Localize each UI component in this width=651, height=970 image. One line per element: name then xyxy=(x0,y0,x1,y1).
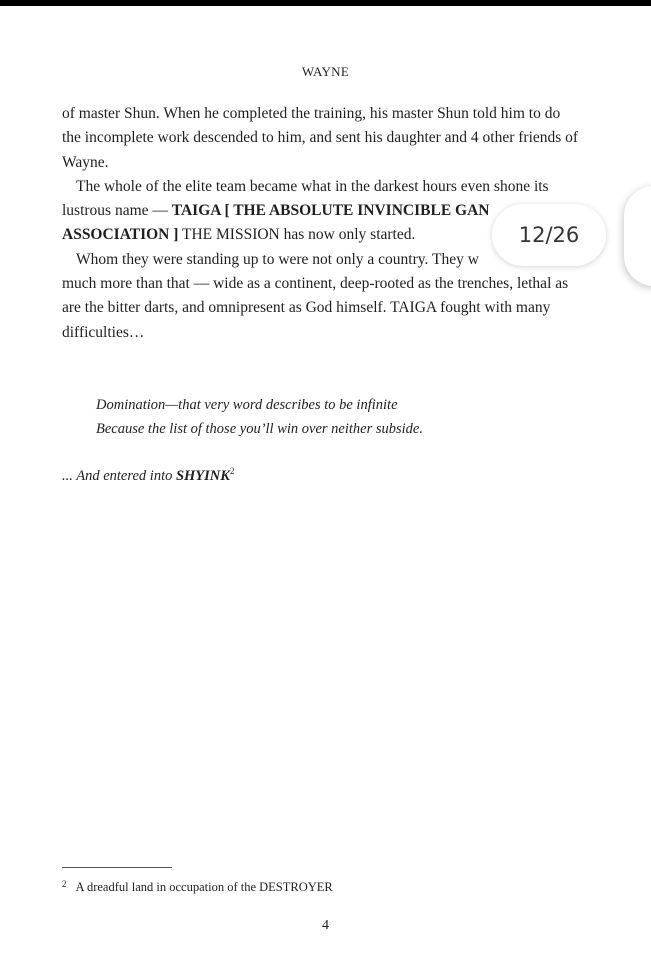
paragraph-1: of master Shun. When he completed the training, his master Shun told him to do the incomplete work descended to him, and sent his daughter and 4 other friends of Wayne. xyxy=(62,105,579,171)
footnote xyxy=(62,879,333,895)
closing-line xyxy=(62,466,234,485)
paragraph-2-start: The whole of the elite team became what in the darkest hours even shone its lustrous name — xyxy=(62,177,549,220)
closing-place: SHYINK xyxy=(175,468,230,484)
poem-line-2: Because the list of those you’ll win over neither subside. xyxy=(96,421,423,437)
closing-prefix: ... And entered into xyxy=(62,468,176,484)
paragraph-2-bold-end: ASSOCIATION ] xyxy=(62,226,179,244)
page-indicator-label: 12/26 xyxy=(518,223,580,247)
footnote-reference[interactable]: 2 xyxy=(229,466,235,476)
paragraph-3-rest: much more than that — wide as a continent, deep-rooted as the trenches, lethal as are the bitter darts, and omnipresent as God himself. TAIGA fought with many difficulties… xyxy=(62,275,569,341)
footnote-divider xyxy=(62,867,172,868)
status-bar xyxy=(0,0,651,6)
poem xyxy=(96,393,423,441)
paragraph-3 xyxy=(62,248,580,345)
footnote-text: A dreadful land in occupation of the DESTROYER xyxy=(75,880,333,894)
paragraph-2-end: THE MISSION has now only started. xyxy=(178,226,416,244)
page-indicator[interactable] xyxy=(492,204,606,266)
page-number: 4 xyxy=(322,918,329,933)
poem-line-1: Domination—that very word describes to be infinite xyxy=(96,397,398,413)
paragraph-3-start: Whom they were standing up to were not only a country. They w xyxy=(76,250,479,268)
footnote-mark: 2 xyxy=(62,879,67,889)
scroll-handle[interactable] xyxy=(624,186,651,286)
paragraph-2-bold: TAIGA [ THE ABSOLUTE INVINCIBLE GAN xyxy=(171,202,490,220)
running-head: WAYNE xyxy=(301,64,350,79)
